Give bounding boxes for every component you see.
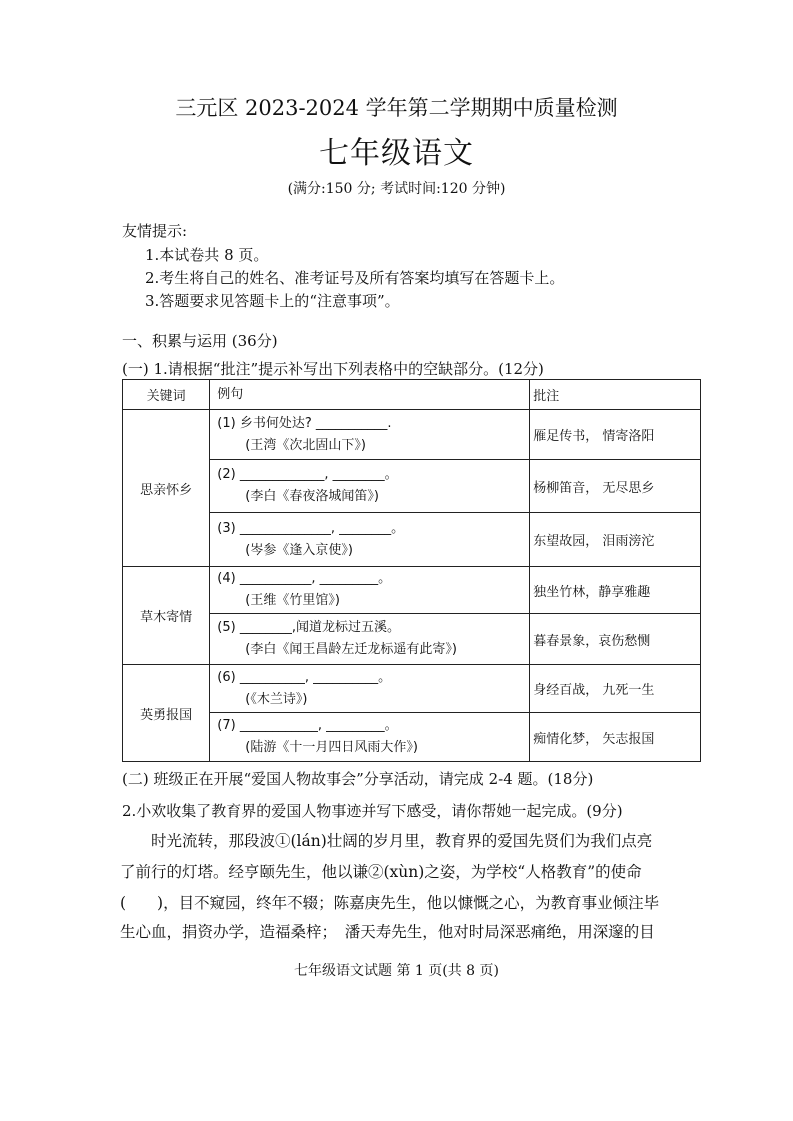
example-cell	[210, 567, 530, 614]
tip-item: 1.本试卷共 8 页。	[145, 246, 269, 264]
note-cell: 东望故园， 泪雨滂沱	[530, 513, 701, 567]
exam-title-subject: 七年级语文	[319, 136, 474, 171]
example-cell	[210, 614, 530, 665]
note-cell: 杨柳笛音， 无尽思乡	[530, 460, 701, 513]
note-cell: 身经百战， 九死一生	[530, 665, 701, 713]
example-line: (5) ________,闻道龙标过五溪。	[217, 620, 400, 635]
table-row	[123, 460, 701, 513]
example-line: (2) _____________, ________。	[217, 467, 398, 482]
table-row	[123, 614, 701, 665]
passage-line: 生心血，捐资办学，造福桑梓； 潘天寿先生，他对时局深恶痛绝，用深邃的目	[120, 923, 655, 941]
example-source: (陆游《十一月四日风雨大作》)	[245, 740, 418, 755]
tip-item: 2.考生将自己的姓名、准考证号及所有答案均填写在答题卡上。	[145, 269, 565, 287]
column-header-example: 例句	[210, 380, 530, 410]
example-source: (岑参《逢入京使》)	[245, 542, 353, 558]
example-source: (王维《竹里馆》)	[245, 593, 340, 608]
example-source: (李白《春夜洛城闻笛》)	[245, 489, 379, 504]
note-cell: 雁足传书， 情寄洛阳	[530, 410, 701, 460]
table-row	[123, 665, 701, 713]
fill-in-table	[122, 379, 701, 762]
example-line: (3) ______________, ________。	[217, 520, 405, 536]
example-cell	[210, 665, 530, 713]
tip-item: 3.答题要求见答题卡上的“注意事项”。	[145, 292, 400, 310]
passage-line: 了前行的灯塔。经亨颐先生，他以谦②(xùn)之姿，为学校“人格教育”的使命	[120, 863, 642, 881]
section-2-intro: (二) 班级正在开展“爱国人物故事会”分享活动，请完成 2-4 题。(18分)	[122, 770, 594, 788]
example-source: (《木兰诗》)	[245, 691, 308, 707]
example-cell	[210, 460, 530, 513]
example-cell	[210, 410, 530, 460]
example-line: (1) 乡书何处达? ___________.	[217, 415, 392, 431]
table-row	[123, 567, 701, 614]
table-header-row	[123, 380, 701, 410]
table-row	[123, 713, 701, 762]
keyword-cell: 英勇报国	[123, 665, 210, 762]
column-header-note: 批注	[530, 380, 701, 410]
exam-score-time: (满分:150 分; 考试时间:120 分钟)	[287, 181, 506, 197]
section-heading: 一、积累与运用 (36分)	[122, 332, 278, 350]
passage-line: 时光流转，那段波①(lán)壮阔的岁月里，教育界的爱国先贤们为我们点亮	[151, 832, 653, 850]
note-cell: 暮春景象，哀伤愁恻	[530, 614, 701, 665]
page-footer: 七年级语文试题 第 1 页(共 8 页)	[294, 963, 499, 979]
table-row	[123, 410, 701, 460]
example-cell	[210, 513, 530, 567]
exam-title-line1: 三元区 2023-2024 学年第二学期期中质量检测	[175, 96, 618, 120]
example-line: (6) __________, __________。	[217, 669, 392, 685]
table-row	[123, 513, 701, 567]
column-header-keyword: 关键词	[123, 380, 210, 410]
example-source: (王湾《次北固山下》)	[245, 437, 366, 453]
passage-line: ( )，目不窥园，终年不辍；陈嘉庚先生，他以慷慨之心，为教育事业倾注毕	[120, 894, 660, 912]
keyword-cell: 思亲怀乡	[123, 410, 210, 567]
note-cell: 痴情化梦， 矢志报国	[530, 713, 701, 762]
example-line: (7) ____________, _________。	[217, 718, 398, 733]
tips-heading: 友情提示:	[122, 222, 188, 240]
keyword-cell: 草木寄情	[123, 567, 210, 665]
example-line: (4) ___________, _________。	[217, 571, 392, 586]
note-cell: 独坐竹林，静享雅趣	[530, 567, 701, 614]
example-source: (李白《闻王昌龄左迁龙标遥有此寄》)	[245, 642, 457, 657]
example-cell	[210, 713, 530, 762]
question-2-prompt: 2.小欢收集了教育界的爱国人物事迹并写下感受，请你帮她一起完成。(9分)	[122, 802, 623, 820]
question-1-prompt: (一) 1.请根据“批注”提示补写出下列表格中的空缺部分。(12分)	[122, 360, 544, 378]
